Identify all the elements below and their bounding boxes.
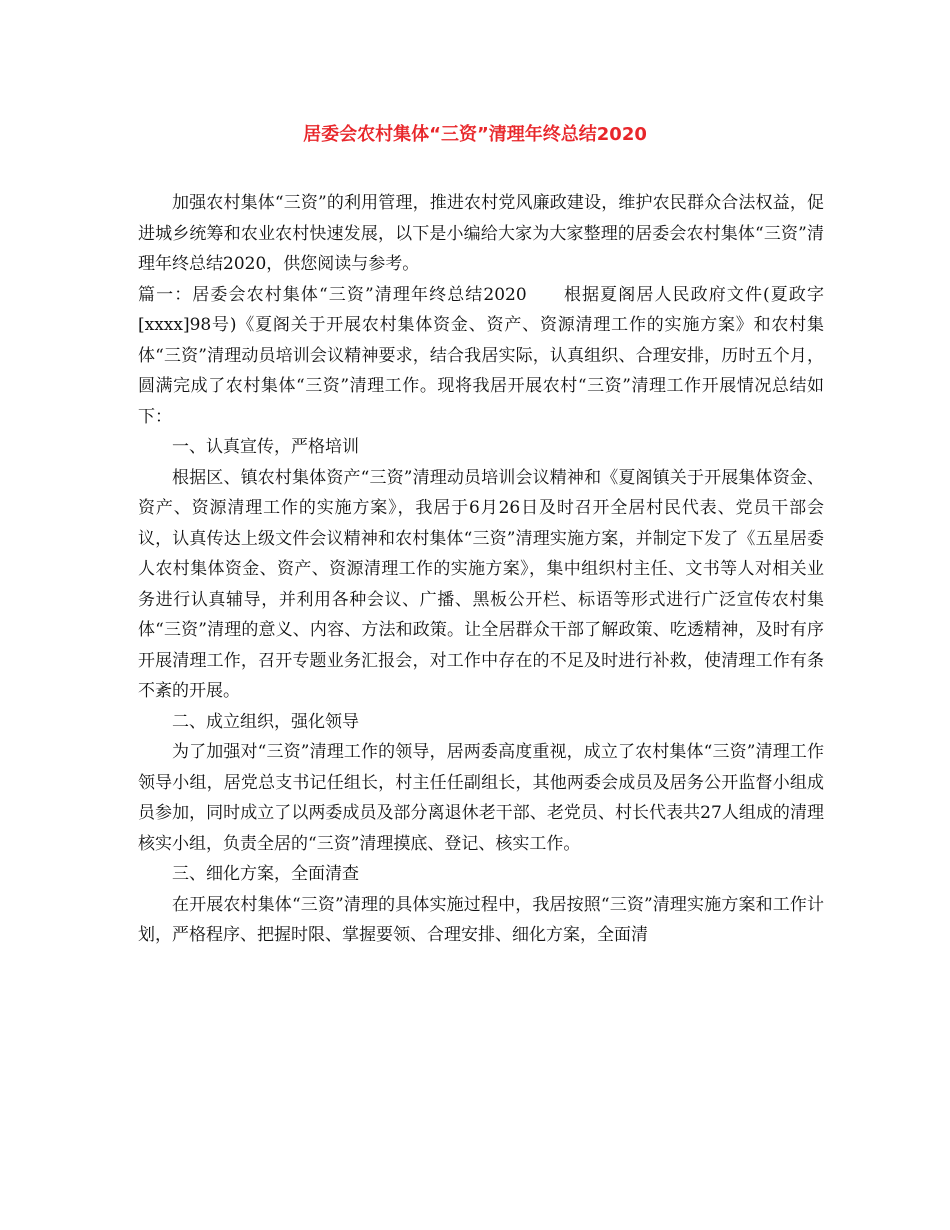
document-title: 居委会农村集体“三资”清理年终总结2020 bbox=[303, 124, 647, 145]
publicity-paragraph: 根据区、镇农村集体资产“三资”清理动员培训会议精神和《夏阁镇关于开展集体资金、资产、资源清理工作的实施方案》，我居于6月26日及时召开全居村民代表、党员干部会议，认真传达上级文件会议精神和农村集体“三资”清理实施方案，并制定下发了《五星居委人农村集体资金、资产、资源清理工作的实施方案》，集中组织村主任、文书等人对相关业务进行认真辅导，并利用各种会议、广播、黑板公开栏、标语等形式进行广泛宣传农村集体“三资”清理的意义、内容、方法和政策。让全居群众干部了解政策、吃透精神，及时有序开展清理工作，召开专题业务汇报会，对工作中存在的不足及时进行补救，使清理工作有条不紊的开展。 bbox=[138, 467, 824, 701]
document-body bbox=[138, 188, 824, 951]
detailed-plan-paragraph: 在开展农村集体“三资”清理的具体实施过程中，我居按照“三资”清理实施方案和工作计划，严格程序、把握时限、掌握要领、合理安排、细化方案，全面清 bbox=[138, 894, 824, 945]
heading-detailed-plan: 三、细化方案，全面清查 bbox=[172, 864, 359, 884]
organization-paragraph: 为了加强对“三资”清理工作的领导，居两委高度重视，成立了农村集体“三资”清理工作领导小组，居党总支书记任组长，村主任任副组长，其他两委会成员及居务公开监督小组成员参加，同时成立了以两委成员及部分离退休老干部、老党员、村长代表共27人组成的清理核实小组，负责全居的“三资”清理摸底、登记、核实工作。 bbox=[138, 742, 824, 854]
section-one-paragraph: 篇一：居委会农村集体“三资”清理年终总结2020 根据夏阁居人民政府文件(夏政字[xxxx]98号)《夏阁关于开展农村集体资金、资产、资源清理工作的实施方案》和农村集体“三资”清理动员培训会议精神要求，结合我居实际，认真组织、合理安排，历时五个月，圆满完成了农村集体“三资”清理工作。现将我居开展农村“三资”清理工作开展情况总结如下： bbox=[138, 284, 824, 427]
heading-publicity-training: 一、认真宣传，严格培训 bbox=[172, 437, 359, 457]
intro-paragraph: 加强农村集体“三资”的利用管理，推进农村党风廉政建设，维护农民群众合法权益，促进城乡统筹和农业农村快速发展，以下是小编给大家为大家整理的居委会农村集体“三资”清理年终总结2020，供您阅读与参考。 bbox=[138, 193, 824, 274]
heading-organization: 二、成立组织，强化领导 bbox=[172, 711, 359, 732]
